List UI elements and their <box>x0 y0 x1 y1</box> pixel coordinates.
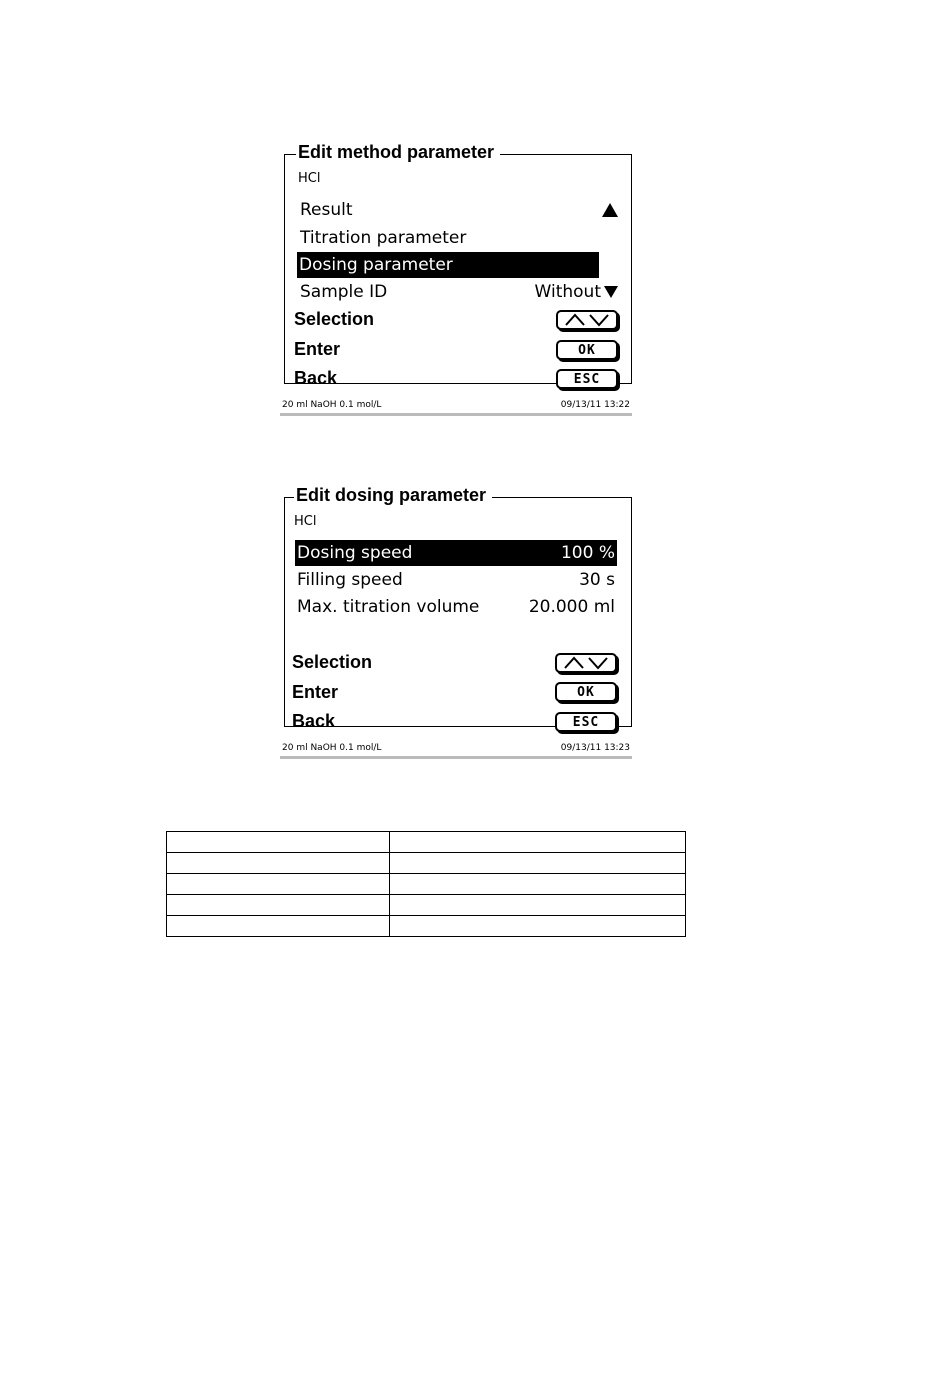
table-cell <box>167 895 390 916</box>
table-row <box>167 895 686 916</box>
table-cell <box>389 916 685 937</box>
edit-method-parameter-screen <box>280 142 632 410</box>
menu-item-label: Filling speed <box>297 570 403 590</box>
up-down-arrows-icon[interactable] <box>556 310 618 330</box>
scroll-up-icon[interactable] <box>602 203 618 217</box>
menu-item-sample-id[interactable] <box>298 279 620 305</box>
menu-item-max-titration-volume[interactable] <box>295 594 617 620</box>
status-bar <box>280 398 632 416</box>
table-cell <box>167 874 390 895</box>
menu-item-dosing-parameter[interactable] <box>297 252 599 278</box>
table-cell <box>389 832 685 853</box>
reagent-status: 20 ml NaOH 0.1 mol/L <box>282 743 382 753</box>
datetime-status: 09/13/11 13:23 <box>560 743 630 753</box>
table-cell <box>167 832 390 853</box>
table-cell <box>389 895 685 916</box>
ok-button[interactable]: OK <box>556 340 618 360</box>
menu-item-value: 30 s <box>579 570 615 590</box>
back-label: Back <box>292 711 336 731</box>
up-down-arrows-glyph <box>563 656 609 670</box>
enter-label: Enter <box>292 682 339 702</box>
edit-dosing-parameter-screen <box>280 485 632 753</box>
menu-item-label: Result <box>300 200 353 220</box>
up-down-arrows-icon[interactable] <box>555 653 617 673</box>
selection-label: Selection <box>292 652 373 672</box>
menu-item-label: Max. titration volume <box>297 597 480 617</box>
ok-button[interactable]: OK <box>555 682 617 702</box>
table-cell <box>389 853 685 874</box>
menu-item-value <box>535 279 618 305</box>
empty-table <box>166 831 686 937</box>
method-name: HCl <box>298 171 321 186</box>
status-bar <box>280 741 632 759</box>
menu-item-titration-parameter[interactable] <box>298 225 620 251</box>
menu-item-label: Dosing parameter <box>299 255 453 275</box>
esc-button[interactable]: ESC <box>555 712 617 732</box>
selection-label: Selection <box>294 309 375 329</box>
screen-title: Edit dosing parameter <box>294 483 492 507</box>
table-row <box>167 832 686 853</box>
menu-item-label: Sample ID <box>300 282 388 302</box>
sample-id-value: Without <box>534 282 601 302</box>
enter-label: Enter <box>294 339 341 359</box>
back-label: Back <box>294 368 338 388</box>
screen-title: Edit method parameter <box>296 140 500 164</box>
table-row <box>167 916 686 937</box>
scroll-down-icon[interactable] <box>604 286 618 298</box>
up-down-arrows-glyph <box>564 313 610 327</box>
table-cell <box>389 874 685 895</box>
menu-item-value: 100 % <box>560 543 615 563</box>
esc-button[interactable]: ESC <box>556 369 618 389</box>
table-cell <box>167 853 390 874</box>
menu-item-dosing-speed[interactable] <box>295 540 617 566</box>
method-name: HCl <box>294 514 317 529</box>
datetime-status: 09/13/11 13:22 <box>560 400 630 410</box>
menu-item-label: Dosing speed <box>297 543 413 563</box>
menu-item-value: 20.000 ml <box>528 597 615 617</box>
reagent-status: 20 ml NaOH 0.1 mol/L <box>282 400 382 410</box>
table-row <box>167 853 686 874</box>
menu-item-result[interactable] <box>298 197 620 223</box>
table-cell <box>167 916 390 937</box>
menu-item-filling-speed[interactable] <box>295 567 617 593</box>
menu-item-label: Titration parameter <box>300 228 467 248</box>
table-row <box>167 874 686 895</box>
